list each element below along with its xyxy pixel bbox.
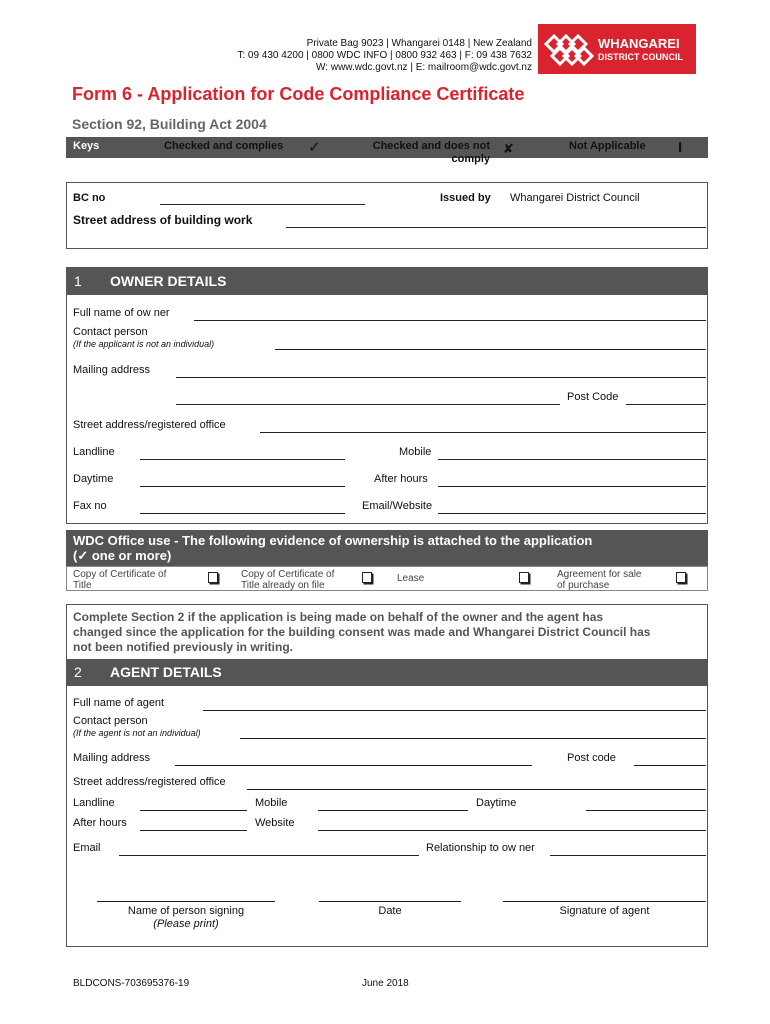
- office-item-2-line-2: Title already on file: [241, 580, 325, 591]
- agent-contact-note: (If the agent is not an individual): [73, 728, 201, 738]
- agent-contact-field[interactable]: [240, 738, 706, 739]
- owner-street-office-field[interactable]: [260, 432, 706, 433]
- owner-mailing-label: Mailing address: [73, 364, 151, 376]
- owner-mobile-field[interactable]: [438, 459, 706, 460]
- agent-mailing-field[interactable]: [175, 765, 532, 766]
- key-not-comply-1: Checked and does not: [372, 140, 490, 152]
- agent-mobile-field[interactable]: [318, 810, 468, 811]
- street-building-label: Street address of building work: [73, 213, 253, 227]
- agent-after-hours-label: After hours: [73, 817, 127, 829]
- notice-line-1: Complete Section 2 if the application is being made on behalf of the owner and the agent has: [73, 610, 604, 624]
- agent-daytime-label: Daytime: [476, 797, 517, 809]
- owner-mobile-label: Mobile: [399, 446, 432, 458]
- agent-website-field[interactable]: [318, 830, 706, 831]
- agent-email-label: Email: [73, 842, 101, 854]
- agent-website-label: Website: [255, 817, 295, 829]
- notice-line-2: changed since the application for the building consent was made and Whangarei District Council has: [73, 625, 651, 639]
- office-item-4-line-1: Agreement for sale: [557, 569, 642, 580]
- owner-heading: OWNER DETAILS: [110, 273, 227, 289]
- owner-landline-label: Landline: [73, 446, 115, 458]
- owner-fax-label: Fax no: [73, 500, 107, 512]
- owner-full-name-field[interactable]: [194, 320, 706, 321]
- sign-date-field[interactable]: [319, 901, 461, 902]
- footer-date: June 2018: [362, 978, 409, 989]
- keys-label: Keys: [73, 140, 100, 152]
- agent-landline-label: Landline: [73, 797, 115, 809]
- agent-street-office-label: Street address/registered office: [73, 776, 226, 788]
- sign-name-label-1: Name of person signing: [127, 905, 245, 917]
- bc-no-label: BC no: [73, 192, 106, 204]
- signature-label: Signature of agent: [559, 905, 650, 917]
- agent-full-name-label: Full name of agent: [73, 697, 165, 709]
- owner-after-hours-label: After hours: [374, 473, 428, 485]
- address-line-1: Private Bag 9023 | Whangarei 0148 | New Zealand: [306, 38, 532, 49]
- office-item-1-checkbox[interactable]: [208, 572, 218, 583]
- office-item-2-checkbox[interactable]: [362, 572, 372, 583]
- agent-mobile-label: Mobile: [255, 797, 288, 809]
- agent-landline-field[interactable]: [140, 810, 247, 811]
- owner-after-hours-field[interactable]: [438, 486, 706, 487]
- agent-postcode-label: Post code: [567, 752, 616, 764]
- form-subtitle: Section 92, Building Act 2004: [72, 116, 267, 132]
- signature-field[interactable]: [503, 901, 706, 902]
- logo-text-2: DISTRICT COUNCIL: [598, 52, 683, 62]
- check-mark-icon: ✓: [308, 139, 321, 156]
- owner-postcode-field[interactable]: [626, 404, 706, 405]
- agent-relationship-field[interactable]: [550, 855, 706, 856]
- logo-mark-icon: [542, 24, 598, 74]
- agent-contact-label: Contact person: [73, 715, 148, 727]
- office-item-3-checkbox[interactable]: [519, 572, 529, 583]
- sign-name-label-2: (Please print): [153, 918, 219, 930]
- address-line-2: T: 09 430 4200 | 0800 WDC INFO | 0800 932 463 | F: 09 438 7632: [237, 50, 532, 61]
- header-address: [200, 38, 532, 74]
- street-building-field[interactable]: [286, 227, 706, 228]
- owner-number: 1: [74, 273, 82, 289]
- issued-by-label: Issued by: [440, 192, 491, 204]
- sign-name-field[interactable]: [97, 901, 275, 902]
- address-line-3: W: www.wdc.govt.nz | E: mailroom@wdc.govt.nz: [316, 62, 532, 73]
- office-item-4-checkbox[interactable]: [676, 572, 686, 583]
- sign-name-label: [97, 905, 275, 931]
- agent-street-office-field[interactable]: [247, 789, 706, 790]
- agent-after-hours-field[interactable]: [140, 830, 247, 831]
- owner-landline-field[interactable]: [140, 459, 345, 460]
- key-not-comply: [360, 140, 490, 166]
- office-use-heading-2: (✓ one or more): [73, 548, 172, 563]
- cross-mark-icon: ✘: [503, 141, 514, 156]
- office-use-heading: [73, 533, 592, 563]
- bc-no-field[interactable]: [160, 204, 365, 205]
- owner-mailing-field-1[interactable]: [176, 377, 706, 378]
- office-item-4-line-2: of purchase: [557, 580, 610, 591]
- agent-email-field[interactable]: [119, 855, 419, 856]
- agent-postcode-field[interactable]: [634, 765, 706, 766]
- owner-contact-note: (If the applicant is not an individual): [73, 339, 215, 349]
- office-use-heading-1: WDC Office use - The following evidence of ownership is attached to the application: [73, 533, 593, 548]
- office-item-2-line-1: Copy of Certificate of: [241, 569, 335, 580]
- office-item-1-line-2: Title: [73, 580, 92, 591]
- owner-contact-field[interactable]: [275, 349, 706, 350]
- owner-email-web-field[interactable]: [438, 513, 706, 514]
- office-item-1-line-1: Copy of Certificate of: [73, 569, 167, 580]
- agent-mailing-label: Mailing address: [73, 752, 151, 764]
- notice-line-3: not been notified previously in writing.: [73, 640, 294, 654]
- owner-daytime-field[interactable]: [140, 486, 345, 487]
- owner-street-office-label: Street address/registered office: [73, 419, 226, 431]
- logo-text-1: WHANGAREI: [598, 36, 680, 51]
- office-item-2: [241, 569, 334, 591]
- owner-contact-label: Contact person: [73, 326, 148, 338]
- key-complies: Checked and complies: [164, 140, 284, 152]
- issued-by-value: Whangarei District Council: [510, 192, 640, 204]
- owner-email-web-label: Email/Website: [362, 500, 433, 512]
- owner-fax-field[interactable]: [140, 513, 345, 514]
- form-title: Form 6 - Application for Code Compliance Certificate: [72, 84, 525, 104]
- office-item-3: Lease: [397, 573, 425, 584]
- owner-daytime-label: Daytime: [73, 473, 114, 485]
- owner-postcode-label: Post Code: [567, 391, 619, 403]
- not-applicable-mark-icon: I: [678, 139, 683, 156]
- agent-relationship-label: Relationship to ow ner: [426, 842, 535, 854]
- agent-heading: AGENT DETAILS: [110, 664, 222, 680]
- section-2-notice: [73, 610, 650, 655]
- agent-full-name-field[interactable]: [203, 710, 706, 711]
- owner-mailing-field-2[interactable]: [176, 404, 560, 405]
- owner-full-name-label: Full name of ow ner: [73, 307, 170, 319]
- agent-daytime-field[interactable]: [586, 810, 706, 811]
- sign-date-label: Date: [378, 905, 402, 917]
- key-not-applicable: Not Applicable: [569, 140, 646, 152]
- office-item-1: [73, 569, 166, 591]
- key-not-comply-2: comply: [451, 153, 490, 165]
- footer-code: BLDCONS-703695376-19: [73, 978, 190, 989]
- office-item-4: [557, 569, 642, 591]
- agent-number: 2: [74, 664, 82, 680]
- council-logo: [538, 24, 696, 74]
